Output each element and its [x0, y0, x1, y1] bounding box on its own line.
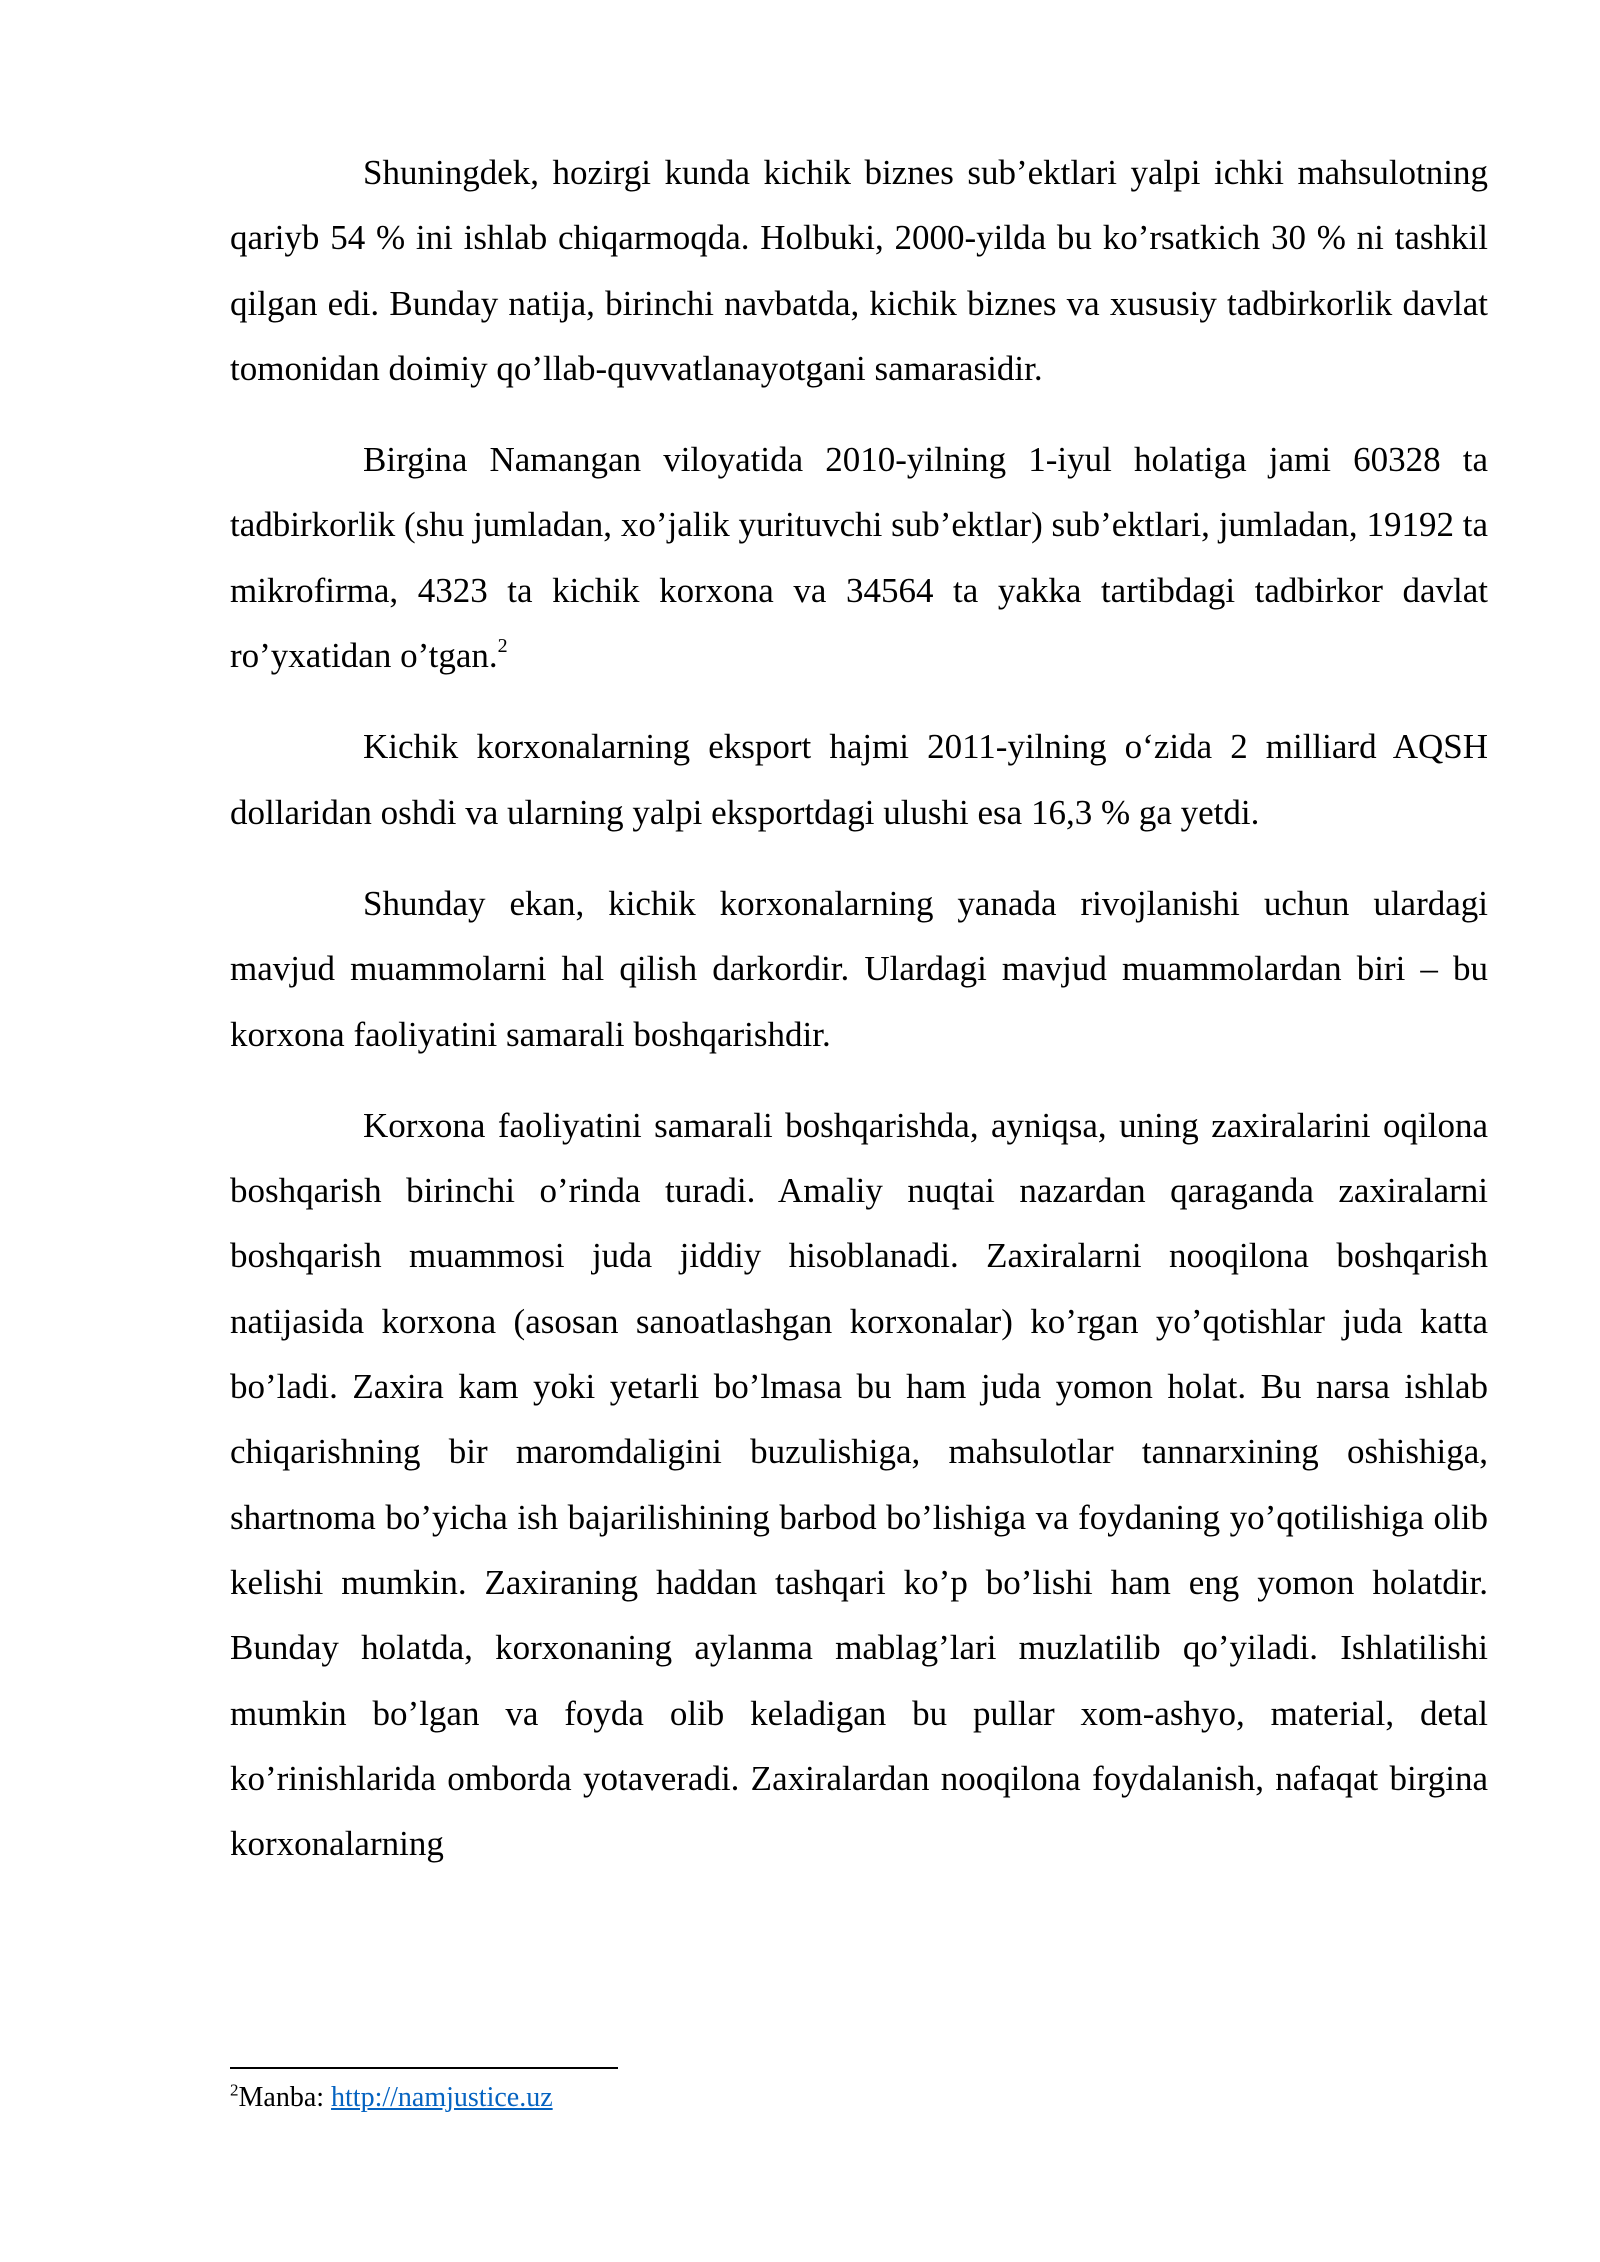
footnote-label: Manba:	[238, 2082, 332, 2113]
paragraph-4: Shunday ekan, kichik korxonalarning yanada rivojlanishi uchun ulardagi mavjud muammolarni hal qilish darkordir. Ulardagi mavjud muammolardan biri – bu korxona faoliyatini samarali boshqarishdir.	[230, 883, 1488, 1054]
footnote	[230, 2080, 553, 2116]
paragraph-2	[230, 427, 1488, 688]
footnote-number: 2	[230, 2080, 239, 2100]
paragraph-1: Shuningdek, hozirgi kunda kichik biznes sub’ektlari yalpi ichki mahsulotning qariyb 54 % ini ishlab chiqarmoqda. Holbuki, 2000-yilda bu ko’rsatkich 30 % ni tashkil qilgan edi. Bunday natija, birinchi navbatda, kichik biznes va xususiy tadbirkorlik davlat tomonidan doimiy qo’llab-quvvatlanayotgani samarasidir.	[230, 153, 1488, 388]
paragraph-2-text: Birgina Namangan viloyatida 2010-yilning 1-iyul holatiga jami 60328 ta tadbirkorlik (shu jumladan, xo’jalik yurituvchi sub’ektlar) sub’ektlari, jumladan, 19192 ta mikrofirma, 4323 ta kichik korxona va 34564 ta yakka tartibdagi tadbirkor davlat ro’yxatidan o’tgan.	[230, 440, 1488, 676]
document-body	[230, 140, 1488, 1876]
paragraph-5: Korxona faoliyatini samarali boshqarishda, ayniqsa, uning zaxiralarini oqilona boshqarish birinchi o’rinda turadi. Amaliy nuqtai nazardan qaraganda zaxiralarni boshqarish muammosi juda jiddiy hisoblanadi. Zaxiralarni nooqilona boshqarish natijasida korxona (asosan sanoatlashgan korxonalar) ko’rgan yo’qotishlar juda katta bo’ladi. Zaxira kam yoki yetarli bo’lmasa bu ham juda yomon holat. Bu narsa ishlab chiqarishning bir maromdaligini buzulishiga, mahsulotlar tannarxining oshishiga, shartnoma bo’yicha ish bajarilishining barbod bo’lishiga va foydaning yo’qotilishiga olib kelishi mumkin. Zaxiraning haddan tashqari ko’p bo’lishi ham eng yomon holatdir. Bunday holatda, korxonaning aylanma mablag’lari muzlatilib qo’yiladi. Ishlatilishi mumkin bo’lgan va foyda olib keladigan bu pullar xom-ashyo, material, detal ko’rinishlarida omborda yotaveradi. Zaxiralardan nooqilona foydalanish, nafaqat birgina korxonalarning	[230, 1105, 1488, 1864]
footnote-link[interactable]: http://namjustice.uz	[331, 2082, 553, 2113]
paragraph-3: Kichik korxonalarning eksport hajmi 2011-yilning o‘zida 2 milliard AQSH dollaridan oshdi va ularning yalpi eksportdagi ulushi esa 16,3 % ga yetdi.	[230, 727, 1488, 832]
footnote-reference[interactable]: 2	[497, 635, 508, 658]
footnote-separator	[230, 2067, 618, 2069]
